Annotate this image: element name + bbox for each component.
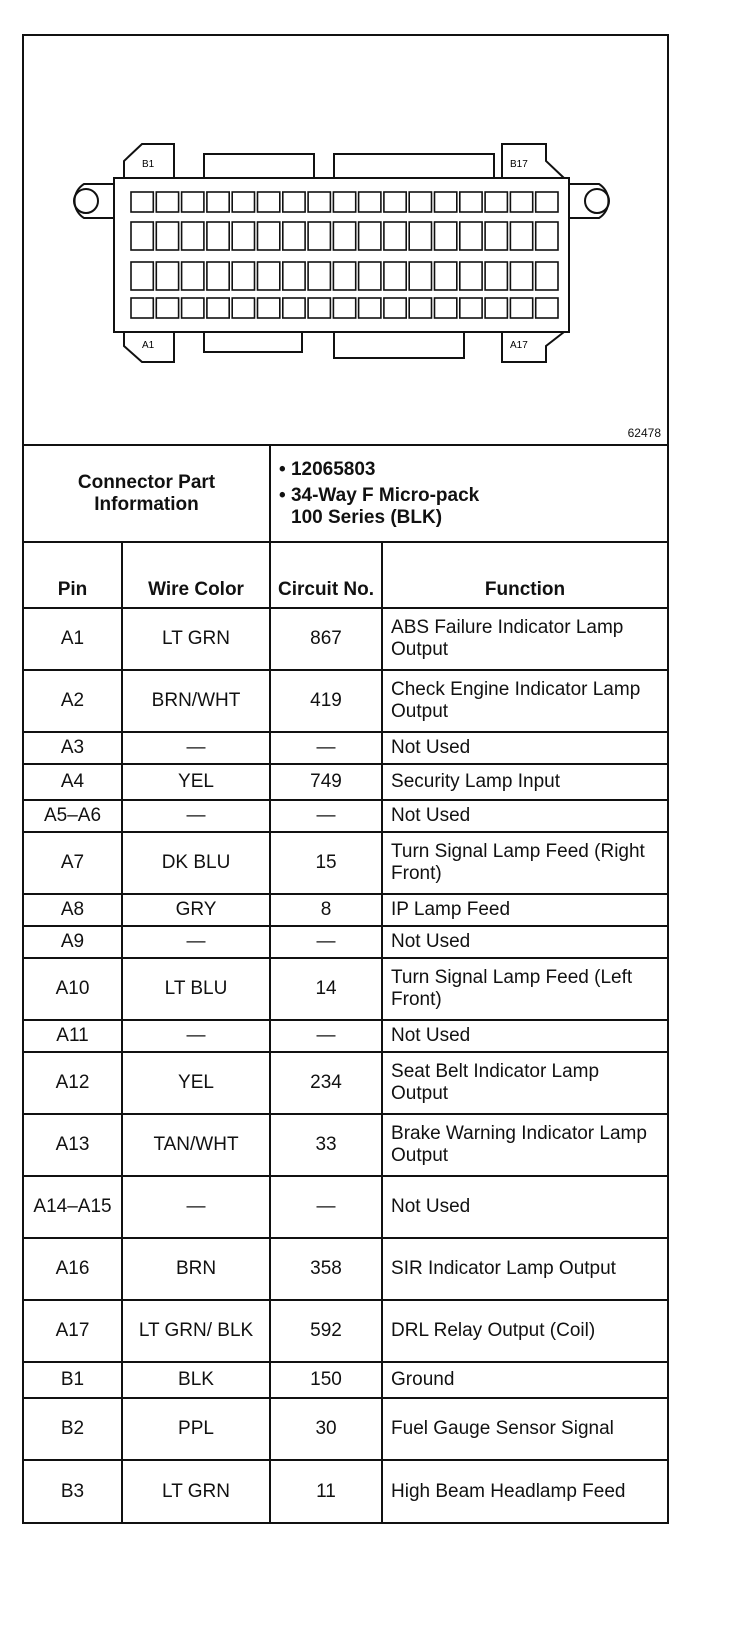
function-cell: Turn Signal Lamp Feed (Right Front) [382,832,667,894]
circuit-cell: — [270,926,382,958]
pin-cell: A14–A15 [24,1176,122,1238]
pin-cavity [308,222,330,250]
function-cell: Not Used [382,1176,667,1238]
circuit-cell: 234 [270,1052,382,1114]
pin-cavity [460,298,482,318]
pin-cell: A5–A6 [24,800,122,832]
pin-cell: B1 [24,1362,122,1398]
pin-cell: B2 [24,1398,122,1460]
pin-cavity [131,262,153,290]
table-row [24,1176,667,1238]
pin-cavity [409,192,431,212]
function-cell: SIR Indicator Lamp Output [382,1238,667,1300]
pin-cavity [384,298,406,318]
function-cell: Check Engine Indicator Lamp Output [382,670,667,732]
function-cell: Ground [382,1362,667,1398]
connector-type: • 34-Way F Micro-pack [279,484,480,506]
pin-cavity [182,192,204,212]
pin-cavity [283,222,305,250]
pin-cell: A4 [24,764,122,800]
pin-cavity [435,262,457,290]
wire-color-cell: — [122,800,270,832]
pin-cavity [333,192,355,212]
wire-color-cell: — [122,926,270,958]
wire-color-cell: LT GRN/ BLK [122,1300,270,1362]
pin-cavity [384,262,406,290]
pin-cavity [536,262,558,290]
pin-cavity [333,262,355,290]
table-row [24,800,667,832]
wire-color-cell: LT GRN [122,608,270,670]
pin-cell: A10 [24,958,122,1020]
pin-cavity [485,298,507,318]
pin-cavity [258,298,280,318]
function-cell: Not Used [382,1020,667,1052]
pin-cavity [384,222,406,250]
header-function: Function [382,542,667,608]
table-row [24,1052,667,1114]
pin-cavity [182,298,204,318]
pin-cavity [333,298,355,318]
header-wire-color: Wire Color [122,542,270,608]
circuit-cell: 14 [270,958,382,1020]
wire-color-cell: — [122,732,270,764]
table-row [24,958,667,1020]
circuit-cell: 8 [270,894,382,926]
pin-cavity [409,222,431,250]
function-cell: Fuel Gauge Sensor Signal [382,1398,667,1460]
pin-cavity [485,192,507,212]
header-pin: Pin [24,542,122,608]
circuit-cell: 15 [270,832,382,894]
pin-cavity [258,262,280,290]
pin-cavity [510,262,532,290]
figure-number: 62478 [627,426,661,440]
pin-cell: B3 [24,1460,122,1522]
pin-cavity [283,262,305,290]
wire-color-cell: PPL [122,1398,270,1460]
pin-cavity [409,298,431,318]
function-cell: Not Used [382,732,667,764]
wire-color-cell: LT GRN [122,1460,270,1522]
pin-cell: A7 [24,832,122,894]
function-cell: Turn Signal Lamp Feed (Left Front) [382,958,667,1020]
pin-cavity [510,192,532,212]
pin-cavity [131,192,153,212]
label-a17: A17 [510,340,528,351]
table-row [24,1114,667,1176]
wire-color-cell: YEL [122,764,270,800]
circuit-cell: 749 [270,764,382,800]
wire-color-cell: LT BLU [122,958,270,1020]
function-cell: IP Lamp Feed [382,894,667,926]
circuit-cell: 11 [270,1460,382,1522]
label-b1: B1 [142,159,155,170]
wire-color-cell: TAN/WHT [122,1114,270,1176]
pin-cavity [359,262,381,290]
pin-cavity [207,262,229,290]
pin-cavity [232,298,254,318]
pin-cavity [435,192,457,212]
pinout-table [24,446,667,1522]
pin-cavity [536,222,558,250]
connector-sheet [22,34,669,1524]
pin-cavity [131,298,153,318]
pin-cavity [485,222,507,250]
table-row [24,894,667,926]
pin-cavity [283,192,305,212]
connector-series: 100 Series (BLK) [291,506,443,528]
pin-cavity [308,192,330,212]
circuit-cell: 358 [270,1238,382,1300]
table-row [24,670,667,732]
part-number: • 12065803 [279,458,376,480]
table-row [24,832,667,894]
pin-cell: A8 [24,894,122,926]
function-cell: Security Lamp Input [382,764,667,800]
wire-color-cell: DK BLU [122,832,270,894]
pin-cavity [207,222,229,250]
table-row [24,1300,667,1362]
pin-cell: A16 [24,1238,122,1300]
connector-info-list [270,446,667,542]
pin-cavity [156,262,178,290]
circuit-cell: 592 [270,1300,382,1362]
pin-cavity [207,298,229,318]
function-cell: Not Used [382,926,667,958]
connector-illustration [24,36,667,444]
function-cell: Seat Belt Indicator Lamp Output [382,1052,667,1114]
pin-cavity [359,298,381,318]
pin-cavity [435,222,457,250]
wire-color-cell: GRY [122,894,270,926]
wire-color-cell: YEL [122,1052,270,1114]
circuit-cell: 30 [270,1398,382,1460]
wire-color-cell: — [122,1176,270,1238]
wire-color-cell: BRN [122,1238,270,1300]
circuit-cell: 33 [270,1114,382,1176]
table-row [24,764,667,800]
table-row [24,732,667,764]
wire-color-cell: BLK [122,1362,270,1398]
pin-cavity [232,192,254,212]
pin-cavity [182,222,204,250]
pin-cavity [258,222,280,250]
pin-cavity [409,262,431,290]
pin-cavity [460,222,482,250]
label-a1: A1 [142,340,155,351]
table-row [24,1398,667,1460]
pin-cell: A12 [24,1052,122,1114]
pin-cavity [232,262,254,290]
pin-cavity [536,298,558,318]
pin-cell: A17 [24,1300,122,1362]
circuit-cell: — [270,800,382,832]
pin-cell: A13 [24,1114,122,1176]
pin-cell: A11 [24,1020,122,1052]
pin-cavity [131,222,153,250]
table-row [24,926,667,958]
function-cell: Brake Warning Indicator Lamp Output [382,1114,667,1176]
pin-cavity [510,222,532,250]
pin-cell: A9 [24,926,122,958]
function-cell: Not Used [382,800,667,832]
pin-cell: A3 [24,732,122,764]
circuit-cell: 150 [270,1362,382,1398]
header-circuit: Circuit No. [270,542,382,608]
circuit-cell: — [270,732,382,764]
table-row [24,1362,667,1398]
pin-cell: A1 [24,608,122,670]
pin-cavity [359,222,381,250]
function-cell: DRL Relay Output (Coil) [382,1300,667,1362]
pin-cavity [156,222,178,250]
circuit-cell: 419 [270,670,382,732]
label-b17: B17 [510,159,528,170]
wire-color-cell: BRN/WHT [122,670,270,732]
pin-cavity [333,222,355,250]
pin-cavity [485,262,507,290]
pin-cavity [283,298,305,318]
pin-cavity [510,298,532,318]
pin-cavity [384,192,406,212]
circuit-cell: — [270,1176,382,1238]
circuit-cell: 867 [270,608,382,670]
pin-cavity [359,192,381,212]
table-row [24,608,667,670]
pin-cavity [460,262,482,290]
pin-cavity [207,192,229,212]
table-row [24,1020,667,1052]
pin-cavity [435,298,457,318]
function-cell: ABS Failure Indicator Lamp Output [382,608,667,670]
pin-cavity [258,192,280,212]
connector-info-label: Connector Part Information [24,446,270,542]
table-row [24,1460,667,1522]
wire-color-cell: — [122,1020,270,1052]
pin-cavity [536,192,558,212]
circuit-cell: — [270,1020,382,1052]
function-cell: High Beam Headlamp Feed [382,1460,667,1522]
table-row [24,1238,667,1300]
pin-cavity [232,222,254,250]
pin-cavity [156,298,178,318]
pin-cavity [308,298,330,318]
pin-cavity [460,192,482,212]
pin-cavity [156,192,178,212]
pin-cavity [308,262,330,290]
pin-cavity [182,262,204,290]
pin-cell: A2 [24,670,122,732]
connector-diagram [24,36,667,446]
